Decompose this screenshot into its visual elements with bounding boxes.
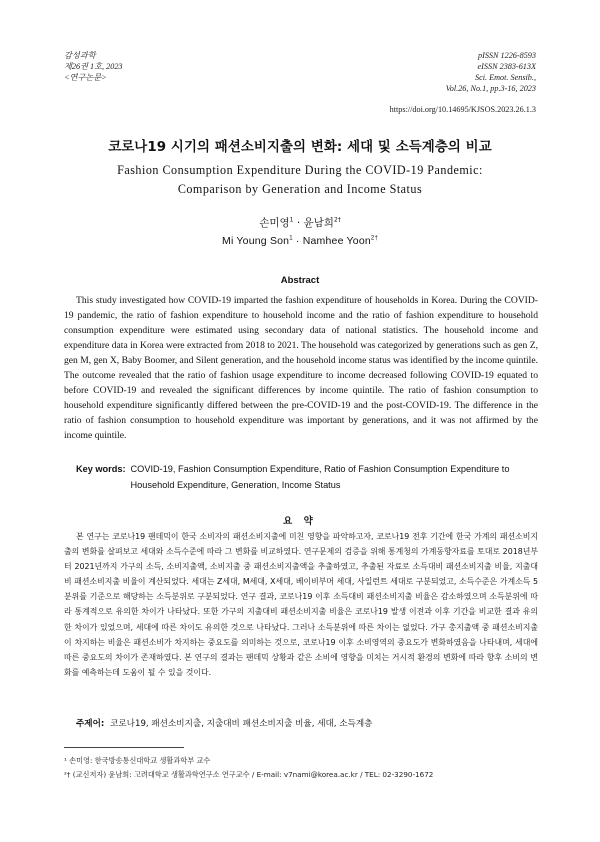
journal-header-left (64, 50, 123, 83)
title-english-line2: Comparison by Generation and Income Status (177, 182, 423, 196)
authors-korean (0, 215, 600, 230)
author1-ko-affil: 1 (289, 216, 294, 224)
journal-name-ko: 감성과학 (64, 51, 96, 60)
abstract-text: This study investigated how COVID-19 imparted the fashion expenditure of households in Korea. During the COVID-19 pandemic, the ratio of fashion expenditure to household income and the ratio of fashion expenditure to household consumption expenditure were estimated using secondary data of national statistics. The household income and expenditure data in Korea were extracted from 2018 to 2021. The household was categorized by generations such as gen Z, gen M, gen X, Baby Boomer, and Silent generation, and the household income status was identified by the income quintile. The outcome revealed that the ratio of fashion usage expenditure to income decreased following COVID-19 equated to before COVID-19 and revealed the significant differences by income quintile. The ratio of fashion consumption to household expenditure significantly differed between the pre-COVID-19 and the post-COVID-19. The difference in the ratio of fashion consumption to household expenditure was important by generations, and it was not affirmed by the income quintile. (64, 295, 538, 442)
eissn: eISSN 2383-613X (477, 62, 536, 71)
pissn: pISSN 1226-8593 (478, 51, 536, 60)
author2-ko-affil: 2† (333, 216, 341, 224)
author1-ko: 손미영 (259, 217, 290, 229)
title-korean: 코로나19 시기의 패션소비지출의 변화: 세대 및 소득계층의 비교 (108, 140, 492, 155)
author2-ko: 윤남희 (303, 217, 334, 229)
title-english (0, 161, 600, 199)
abstract-heading: Abstract (280, 275, 320, 286)
journal-abbrev: Sci. Emot. Sensib., (475, 73, 536, 82)
author2-en: Namhee Yoon (302, 235, 371, 247)
keywords-label: Key words: (76, 464, 126, 474)
footnote-author1: ¹ 손미영: 한국방송통신대학교 생활과학부 교수 (64, 756, 211, 765)
keywords-text: COVID-19, Fashion Consumption Expenditure, Ratio of Fashion Consumption Expenditure to Household Expenditure, Generation, Income Status (130, 464, 510, 490)
authors-english (0, 235, 600, 247)
footnote-author2: ²† (교신저자) 윤남희: 고려대학교 생활과학연구소 연구교수 / E-mail: v7nami@korea.ac.kr / TEL: 02-3290-1672 (64, 770, 434, 779)
keywords-ko-label: 주제어: (76, 719, 105, 729)
keywords-english (76, 461, 546, 493)
footnote-divider (64, 747, 184, 748)
author1-en: Mi Young Son (222, 235, 290, 247)
article-type: <연구논문> (64, 73, 107, 82)
author2-en-affil: 2† (370, 235, 378, 242)
author-separator: · (292, 235, 303, 247)
doi-link[interactable]: https://doi.org/10.14695/KJSOS.2023.26.1.3 (389, 105, 536, 114)
keywords-ko-text: 코로나19, 패션소비지출, 지출대비 패션소비지출 비율, 세대, 소득계층 (110, 719, 373, 729)
summary-text: 본 연구는 코로나19 팬데믹이 한국 소비자의 패션소비지출에 미친 영향을 파악하고자, 코로나19 전후 기간에 한국 가계의 패션소비지출의 변화를 살펴보고 세대와 소득수준에 따라 그 변화를 비교하였다. 연구문제의 검증을 위해 통계청의 가계동향자료를 토대로 2018년부터 2021년까지 가구의 소득, 소비지출액, 소비지출 중 패션소비지출액을 추출하였고, 추출된 자료로 소득대비 패션소비지출 비율, 지출대비 패션소비지출 비율이 계산되었다. 세대는 Z세대, M세대, X세대, 베이비부머 세대, 사일런트 세대로 구분되었고, 소득수준은 가계소득 5분위를 기준으로 해당하는 소득분위로 구분되었다. 연구 결과, 코로나19 이후 소득대비 패션소비지출 비율은 감소하였으며 소득분위에 따라 통계적으로 유의한 차이가 나타났다. 또한 가구의 지출대비 패션소비지출 비율은 코로나19 발생 이전과 이후 기간을 비교한 결과 유의한 차이가 있었으며, 세대에 따른 차이도 유의한 것으로 나타났다. 그러나 소득분위에 따른 차이는 없었다. 가구 총지출액 중 패션소비지출이 차지하는 비율은 패션소비가 차지하는 중요도를 의미하는 것으로, 코로나19 이후 소비영역의 중요도가 변화하였음을 나타내며, 세대에 따른 중요도의 차이가 존재하였다. 본 연구의 결과는 팬데믹 상황과 같은 소비에 영향을 미치는 거시적 환경의 변화에 따라 향후 소비의 변화를 예측하는데 도움이 될 수 있을 것이다. (64, 532, 538, 677)
author1-en-affil: 1 (289, 235, 293, 242)
keywords-korean (76, 717, 546, 729)
journal-header-right (446, 50, 536, 94)
volume-info: Vol.26, No.1, pp.3-16, 2023 (445, 84, 536, 93)
journal-volume-ko: 제26권 1호, 2023 (64, 62, 123, 71)
author-separator: · (293, 217, 304, 229)
title-english-line1: Fashion Consumption Expenditure During the COVID-19 Pandemic: (117, 163, 483, 177)
summary-heading: 요 약 (283, 516, 317, 527)
